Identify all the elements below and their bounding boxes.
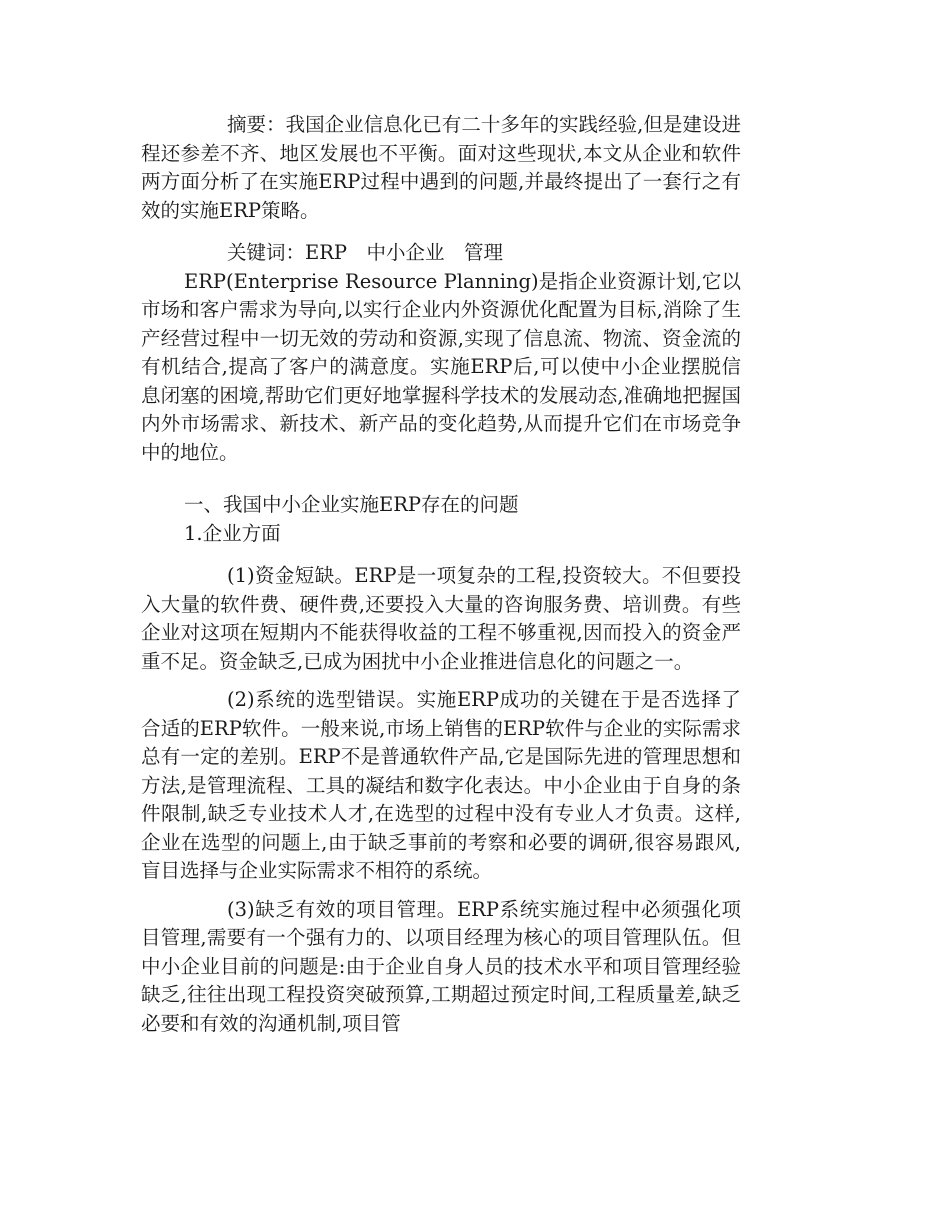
abstract-paragraph: 摘要：我国企业信息化已有二十多年的实践经验,但是建设进程还参差不齐、地区发展也不平衡。面对这些现状,本文从企业和软件两方面分析了在实施ERP过程中遇到的问题,并最终提出了一套行之有效的实施ERP策略。	[141, 113, 741, 222]
keywords-line: 关键词：ERP 中小企业 管理	[227, 241, 504, 264]
section-heading: 一、我国中小企业实施ERP存在的问题	[184, 493, 519, 516]
subsection-heading: 1.企业方面	[184, 521, 281, 545]
body-paragraph-3: (3)缺乏有效的项目管理。ERP系统实施过程中必须强化项目管理,需要有一个强有力的、以项目经理为核心的项目管理队伍。但中小企业目前的问题是:由于企业自身人员的技术水平和项目管理经验缺乏,往往出现工程投资突破预算,工期超过预定时间,工程质量差,缺乏必要和有效的沟通机制,项目管	[141, 897, 741, 1035]
intro-paragraph: ERP(Enterprise Resource Planning)是指企业资源计划,它以市场和客户需求为导向,以实行企业内外资源优化配置为目标,消除了生产经营过程中一切无效的劳动和资源,实现了信息流、物流、资金流的有机结合,提高了客户的满意度。实施ERP后,可以使中小企业摆脱信息闭塞的困境,帮助它们更好地掌握科学技术的发展动态,准确地把握国内外市场需求、新技术、新产品的变化趋势,从而提升它们在市场竞争中的地位。	[141, 269, 741, 464]
body-paragraph-2: (2)系统的选型错误。实施ERP成功的关键在于是否选择了合适的ERP软件。一般来说,市场上销售的ERP软件与企业的实际需求总有一定的差别。ERP不是普通软件产品,它是国际先进的管理思想和方法,是管理流程、工具的凝结和数字化表达。中小企业由于自身的条件限制,缺乏专业技术人才,在选型的过程中没有专业人才负责。这样,企业在选型的问题上,由于缺乏事前的考察和必要的调研,很容易跟风,盲目选择与企业实际需求不相符的系统。	[141, 688, 741, 882]
document-page	[141, 111, 741, 1038]
body-paragraph-1: (1)资金短缺。ERP是一项复杂的工程,投资较大。不但要投入大量的软件费、硬件费,还要投入大量的咨询服务费、培训费。有些企业对这项在短期内不能获得收益的工程不够重视,因而投入的资金严重不足。资金缺乏,已成为困扰中小企业推进信息化的问题之一。	[141, 564, 741, 673]
